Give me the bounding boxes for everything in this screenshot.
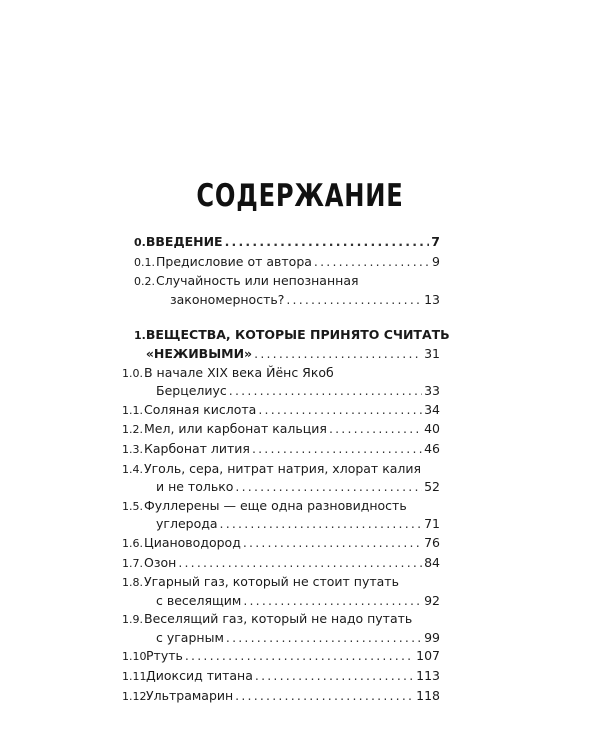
toc-entry-page: 76 — [424, 534, 440, 550]
toc-entry-0-1[interactable] — [134, 253, 440, 273]
chapter-1-items — [122, 364, 440, 707]
toc-leader-dots — [220, 515, 423, 534]
toc-entry-chapter-1[interactable] — [134, 326, 450, 363]
toc-entry-number: 0.2. — [134, 275, 155, 289]
toc-entry-number: 1.0. — [122, 366, 143, 380]
toc-entry-page: 118 — [416, 687, 440, 703]
toc-entry-number: 1.1. — [122, 403, 143, 417]
toc-entry-page: 31 — [424, 345, 440, 361]
toc-entry-label-line2: «НЕЖИВЫМИ» — [145, 345, 253, 361]
toc-leader-dots — [226, 629, 422, 648]
toc-entry-label: Карбонат лития — [144, 440, 250, 456]
toc-entry-1-10[interactable] — [122, 647, 440, 667]
toc-entry-page: 46 — [424, 440, 440, 456]
toc-leader-dots — [258, 401, 422, 420]
toc-entry-number: 1.9. — [122, 613, 143, 627]
toc-entry-1-12[interactable] — [122, 687, 440, 707]
toc-entry-label: Мел, или карбонат кальция — [144, 421, 327, 437]
toc-entry-label: Озон — [144, 554, 177, 570]
toc-leader-dots — [329, 420, 422, 439]
toc-entry-label: ВВЕДЕНИЕ — [145, 234, 223, 249]
toc-entry-page: 34 — [424, 401, 440, 417]
toc-entry-number: 0. — [134, 236, 146, 249]
toc-leader-dots — [235, 478, 422, 497]
toc-entry-label-line2: с веселящим — [156, 592, 242, 608]
toc-entry-number: 1.12. — [122, 689, 150, 703]
toc-entry-label: Ультрамарин — [146, 687, 234, 703]
toc-leader-dots — [255, 667, 414, 686]
toc-entry-number: 1.7. — [122, 556, 143, 570]
toc-entry-number: 1. — [134, 329, 146, 343]
toc-entry-page: 107 — [416, 648, 440, 664]
toc-entry-page: 99 — [424, 629, 440, 645]
toc-entry-1-5[interactable] — [122, 497, 440, 534]
toc-entry-page: 52 — [424, 479, 440, 495]
table-of-contents — [122, 233, 450, 706]
toc-entry-label: Ртуть — [146, 648, 183, 664]
toc-leader-dots — [252, 440, 422, 459]
toc-entry-0-2[interactable] — [134, 272, 440, 309]
toc-entry-page: 33 — [424, 383, 440, 399]
toc-entry-number: 1.2. — [122, 423, 143, 437]
toc-entry-1-11[interactable] — [122, 667, 440, 687]
toc-entry-label-line2: закономерность? — [170, 291, 285, 307]
toc-entry-page: 71 — [424, 516, 440, 532]
toc-entry-number: 1.4. — [122, 462, 143, 476]
toc-entry-number: 1.11. — [122, 670, 150, 684]
toc-entry-1-3[interactable] — [122, 440, 440, 460]
toc-leader-dots — [178, 554, 422, 573]
toc-entry-number: 1.8. — [122, 576, 143, 590]
toc-leader-dots — [254, 345, 422, 364]
toc-entry-number: 1.6. — [122, 536, 143, 550]
toc-entry-intro[interactable] — [134, 233, 440, 253]
toc-entry-page: 13 — [424, 291, 440, 307]
toc-leader-dots — [286, 291, 422, 310]
toc-entry-1-4[interactable] — [122, 460, 440, 497]
toc-entry-page: 40 — [424, 421, 440, 437]
toc-entry-page: 113 — [416, 668, 440, 684]
toc-entry-label-line2: и не только — [156, 479, 234, 495]
toc-entry-number: 1.10. — [122, 650, 150, 664]
toc-entry-label: Циановодород — [144, 534, 241, 550]
toc-entry-1-6[interactable] — [122, 534, 440, 554]
toc-entry-label-line1: ВЕЩЕСТВА, КОТОРЫЕ ПРИНЯТО СЧИТАТЬ — [145, 327, 450, 343]
toc-entry-page: 9 — [432, 253, 440, 269]
toc-leader-dots — [225, 233, 430, 252]
toc-entry-1-1[interactable] — [122, 401, 440, 421]
toc-entry-label-line1: В начале XIX века Йёнс Якоб — [144, 364, 334, 380]
toc-entry-number: 1.3. — [122, 442, 143, 456]
toc-entry-label: Предисловие от автора — [156, 253, 312, 269]
toc-leader-dots — [314, 253, 430, 272]
toc-leader-dots — [185, 647, 414, 666]
toc-entry-label-line2: с угарным — [156, 629, 224, 645]
section-gap — [134, 309, 440, 326]
toc-entry-1-0[interactable] — [122, 364, 440, 401]
toc-entry-number: 1.5. — [122, 499, 143, 513]
toc-leader-dots — [229, 382, 422, 401]
toc-entry-1-7[interactable] — [122, 554, 440, 574]
toc-entry-page: 84 — [424, 554, 440, 570]
toc-entry-label-line1: Веселящий газ, который не надо путать — [144, 611, 413, 627]
toc-entry-label-line2: углерода — [156, 516, 218, 532]
toc-entry-1-8[interactable] — [122, 573, 440, 610]
toc-entry-label-line2: Берцелиус — [156, 383, 227, 399]
toc-entry-label-line1: Уголь, сера, нитрат натрия, хлорат калия — [144, 460, 422, 476]
toc-entry-label-line1: Случайность или непознанная — [156, 273, 359, 289]
toc-entry-page: 7 — [431, 234, 440, 249]
toc-leader-dots — [243, 592, 422, 611]
toc-entry-label-line1: Угарный газ, который не стоит путать — [144, 574, 399, 590]
toc-leader-dots — [243, 534, 422, 553]
toc-entry-1-2[interactable] — [122, 420, 440, 440]
page-title: СОДЕРЖАНИЕ — [196, 178, 404, 214]
toc-entry-page: 92 — [424, 592, 440, 608]
toc-entry-1-9[interactable] — [122, 610, 440, 647]
toc-entry-label: Диоксид титана — [146, 668, 253, 684]
toc-leader-dots — [235, 687, 414, 706]
toc-entry-label: Соляная кислота — [144, 401, 257, 417]
toc-entry-label-line1: Фуллерены — еще одна разновидность — [144, 497, 407, 513]
toc-entry-number: 0.1. — [134, 255, 155, 269]
